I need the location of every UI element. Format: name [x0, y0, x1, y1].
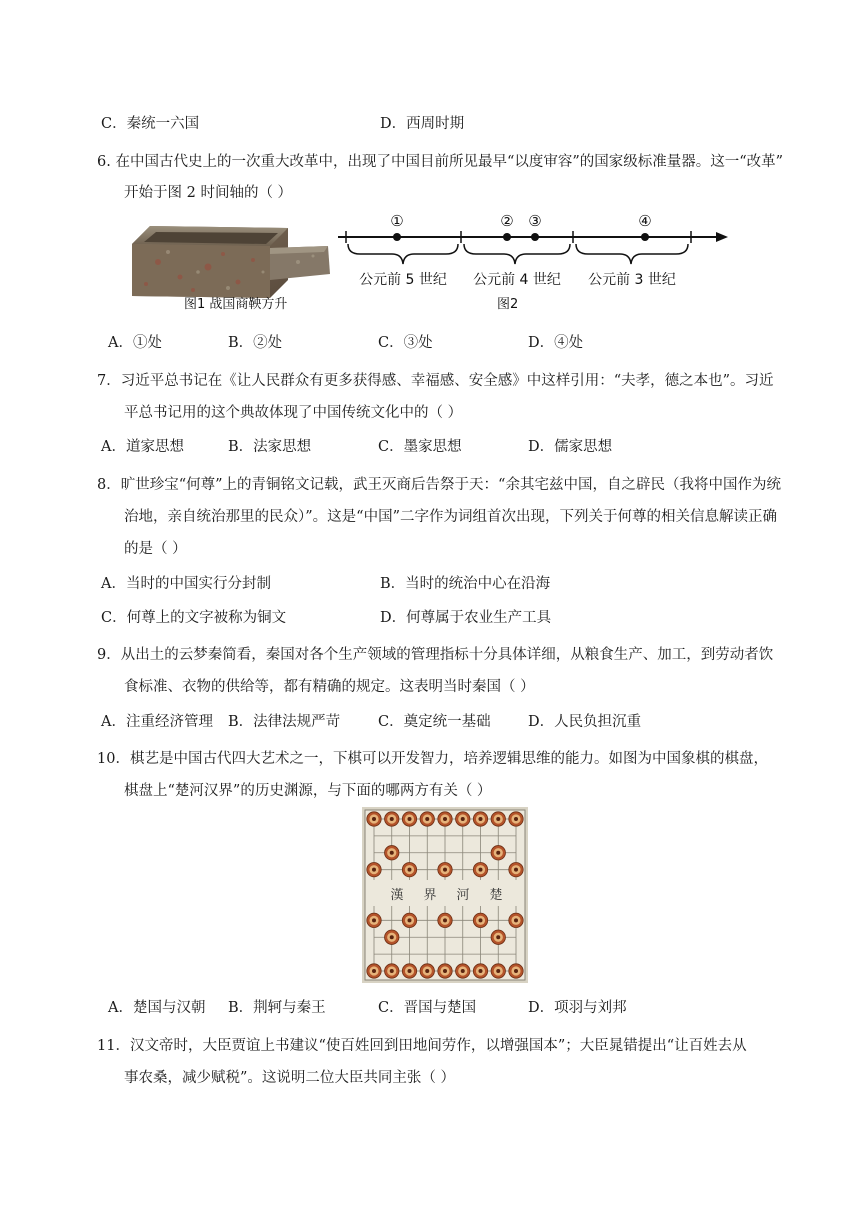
q8-stem-line1: 8．旷世珍宝“何尊”上的青铜铭文记载，武王灭商后告祭于天：“余其宅兹中国，自之辟民（我将中国作为统 [97, 477, 781, 493]
timeline-label-5th-century: 公元前 5 世纪 [359, 272, 447, 288]
chess-piece-mark [372, 868, 376, 872]
timeline-figure [336, 208, 732, 308]
q8-option-c: C．何尊上的文字被称为铜文 [101, 610, 287, 626]
chess-piece-mark [443, 868, 447, 872]
chess-piece-mark [479, 969, 483, 973]
figure1-caption: 图1 战国商鞅方升 [184, 297, 288, 312]
q7-option-c: C．墨家思想 [378, 439, 462, 455]
chess-piece-mark [408, 868, 412, 872]
chess-piece-mark [390, 935, 394, 939]
chess-piece-mark [408, 918, 412, 922]
q5-option-d: D．西周时期 [380, 116, 465, 132]
q9-option-b: B．法律法规严苛 [228, 714, 341, 730]
chess-piece-mark [372, 817, 376, 821]
board-text-han: 漢 [390, 888, 404, 903]
q11-stem-line1: 11．汉文帝时，大臣贾谊上书建议“使百姓回到田地间劳作，以增强国本”；大臣晁错提出“让百姓去从 [97, 1038, 747, 1054]
timeline-marker-4: ④ [638, 212, 652, 230]
chess-piece-mark [425, 969, 429, 973]
timeline-label-4th-century: 公元前 4 世纪 [473, 272, 561, 288]
board-text-chu: 楚 [489, 888, 503, 903]
q7-stem-line1: 7．习近平总书记在《让人民群众有更多获得感、幸福感、安全感》中这样引用：“夫孝，德之本也”。习近 [97, 373, 774, 389]
q11-stem-line2: 事农桑，减少赋税”。这说明二位大臣共同主张（ ） [124, 1070, 456, 1086]
q10-option-b: B．荆轲与秦王 [228, 1000, 326, 1016]
chess-piece-mark [443, 969, 447, 973]
q6-option-c: C．③处 [378, 335, 433, 351]
board-text-he: 河 [456, 888, 470, 903]
figure2-caption: 图2 [497, 297, 519, 312]
q10-stem-line2: 棋盘上“楚河汉界”的历史渊源，与下面的哪两方有关（ ） [124, 783, 492, 799]
chess-piece-mark [496, 935, 500, 939]
q6-stem-line2: 开始于图 2 时间轴的（ ） [124, 185, 293, 201]
q8-option-d: D．何尊属于农业生产工具 [380, 610, 552, 626]
q10-option-d: D．项羽与刘邦 [528, 1000, 627, 1016]
q10-option-c: C．晋国与楚国 [378, 1000, 477, 1016]
chess-piece-mark [496, 817, 500, 821]
chess-piece-mark [479, 817, 483, 821]
chess-piece-mark [390, 817, 394, 821]
chess-piece-mark [408, 969, 412, 973]
chess-piece-mark [390, 851, 394, 855]
q9-option-a: A．注重经济管理 [101, 714, 213, 730]
q5-option-c: C．秦统一六国 [101, 116, 200, 132]
chess-piece-mark [514, 868, 518, 872]
q7-option-a: A．道家思想 [101, 439, 184, 455]
chess-piece-mark [514, 918, 518, 922]
timeline-marker-2: ② [500, 212, 514, 230]
timeline-label-3rd-century: 公元前 3 世纪 [588, 272, 676, 288]
q7-stem-line2: 平总书记用的这个典故体现了中国传统文化中的（ ） [124, 405, 463, 421]
q8-option-a: A．当时的中国实行分封制 [101, 576, 271, 592]
q10-option-a: A．楚国与汉朝 [108, 1000, 206, 1016]
q10-stem-line1: 10．棋艺是中国古代四大艺术之一，下棋可以开发智力，培养逻辑思维的能力。如图为中国象棋的棋盘， [97, 751, 768, 767]
chess-piece-mark [408, 817, 412, 821]
chess-piece-mark [514, 817, 518, 821]
chess-piece-mark [479, 868, 483, 872]
chess-piece-mark [496, 969, 500, 973]
chess-piece-mark [496, 851, 500, 855]
chess-piece-mark [372, 969, 376, 973]
q9-stem-line2: 食标准、衣物的供给等，都有精确的规定。这表明当时秦国（ ） [124, 679, 535, 695]
q9-option-c: C．奠定统一基础 [378, 714, 491, 730]
chess-piece-mark [443, 918, 447, 922]
bronze-measure-image [128, 222, 334, 302]
q6-option-b: B．②处 [228, 335, 283, 351]
chess-piece-mark [461, 817, 465, 821]
chinese-chess-board-image [362, 807, 528, 983]
board-text-jie: 界 [423, 888, 437, 903]
timeline-marker-3: ③ [528, 212, 542, 230]
q7-option-d: D．儒家思想 [528, 439, 613, 455]
q8-stem-line2: 治地，亲自统治那里的民众）”。这是“中国”二字作为词组首次出现，下列关于何尊的相关信息解读正确 [124, 509, 777, 525]
q9-option-d: D．人民负担沉重 [528, 714, 642, 730]
q7-option-b: B．法家思想 [228, 439, 312, 455]
chess-piece-mark [390, 969, 394, 973]
q6-option-a: A．①处 [108, 335, 162, 351]
q6-stem-line1: 6. 在中国古代史上的一次重大改革中，出现了中国目前所见最早“以度审容”的国家级标准量器。这一“改革” [97, 154, 784, 170]
chess-piece-mark [372, 918, 376, 922]
q8-stem-line3: 的是（ ） [124, 541, 187, 557]
chess-piece-mark [425, 817, 429, 821]
chess-piece-mark [443, 817, 447, 821]
chess-piece-mark [514, 969, 518, 973]
q9-stem-line1: 9．从出土的云梦秦简看，秦国对各个生产领域的管理指标十分具体详细，从粮食生产、加工，到劳动者饮 [97, 647, 774, 663]
chess-piece-mark [479, 918, 483, 922]
timeline-marker-1: ① [390, 212, 404, 230]
chess-piece-mark [461, 969, 465, 973]
q8-option-b: B．当时的统治中心在沿海 [380, 576, 551, 592]
q6-option-d: D．④处 [528, 335, 584, 351]
